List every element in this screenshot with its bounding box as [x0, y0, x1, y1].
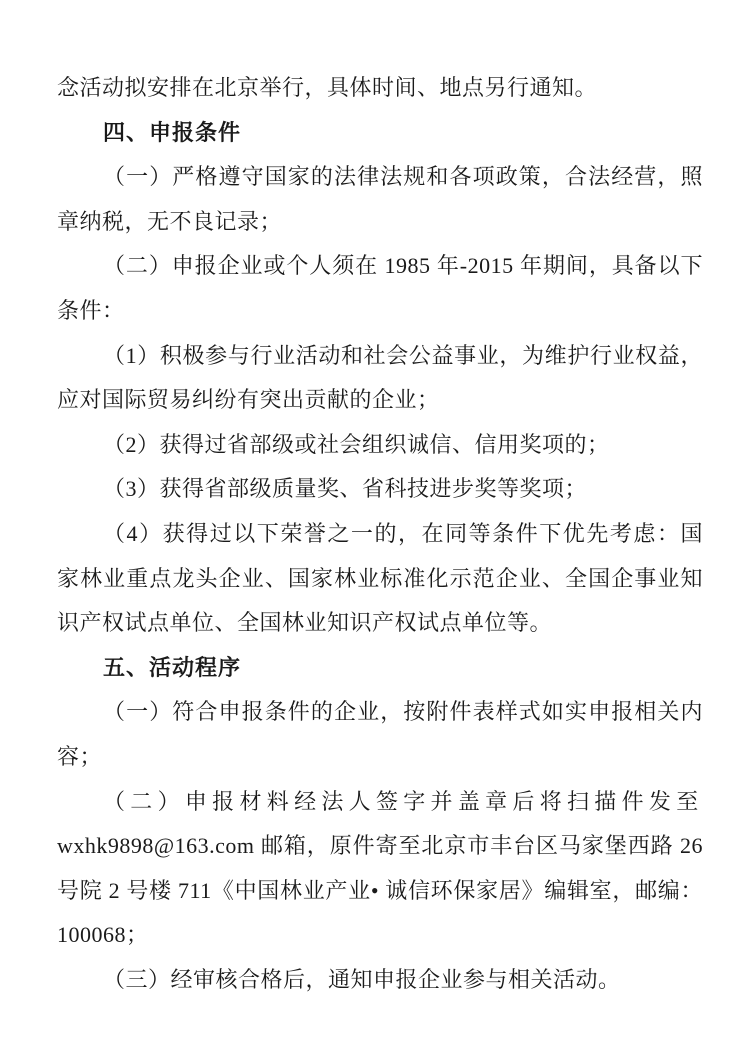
document-body	[57, 66, 703, 1002]
text-line: 应对国际贸易纠纷有突出贡献的企业；	[57, 387, 440, 413]
text-line: （1）积极参与行业活动和社会公益事业，为维护行业权益，	[103, 342, 703, 368]
text-line: 号院 2 号楼 711《中国林业产业• 诚信环保家居》编辑室，邮编：	[57, 877, 703, 903]
text-line: （一）符合申报条件的企业，按附件表样式如实申报相关内	[103, 699, 703, 725]
text-line: 章纳税，无不良记录；	[57, 208, 283, 234]
section-heading: 五、活动程序	[103, 654, 242, 680]
text-line: （二）申报材料经法人签字并盖章后将扫描件发至	[103, 788, 703, 814]
text-line: 家林业重点龙头企业、国家林业标准化示范企业、全国企事业知	[57, 565, 703, 591]
text-line: 容；	[57, 743, 103, 769]
text-line: （二）申报企业或个人须在 1985 年-2015 年期间，具备以下	[103, 253, 703, 279]
text-line: （2）获得过省部级或社会组织诚信、信用奖项的；	[103, 431, 610, 457]
text-line: 念活动拟安排在北京举行，具体时间、地点另行通知。	[57, 75, 598, 100]
text-line: wxhk9898@163.com 邮箱，原件寄至北京市丰台区马家堡西路 26	[57, 833, 703, 859]
text-line: 条件：	[57, 297, 125, 323]
text-line: （3）获得省部级质量奖、省科技进步奖等奖项；	[103, 476, 588, 502]
text-line: 识产权试点单位、全国林业知识产权试点单位等。	[57, 610, 553, 636]
section-heading: 四、申报条件	[103, 119, 242, 145]
text-line: （4）获得过以下荣誉之一的，在同等条件下优先考虑：国	[103, 520, 703, 546]
text-line: （三）经审核合格后，通知申报企业参与相关活动。	[103, 966, 621, 992]
text-line: 100068；	[57, 922, 149, 948]
text-line: （一）严格遵守国家的法律法规和各项政策，合法经营，照	[103, 164, 703, 190]
